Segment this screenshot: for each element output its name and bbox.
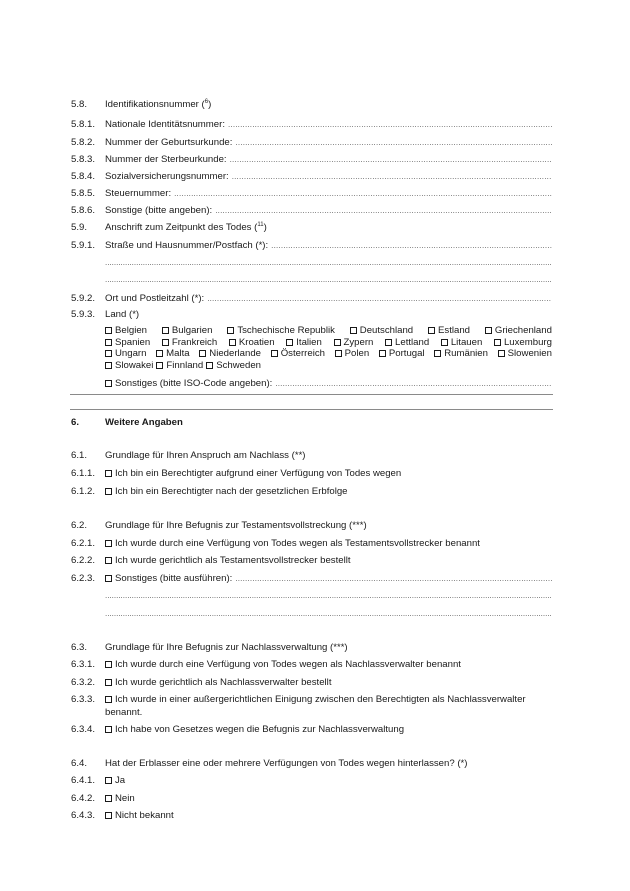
fill-line[interactable] — [235, 572, 552, 586]
checkbox-icon[interactable] — [494, 339, 501, 346]
country-line — [105, 337, 552, 349]
checkbox-icon[interactable] — [105, 575, 112, 582]
checkbox-icon[interactable] — [162, 327, 169, 334]
checkbox-icon[interactable] — [105, 679, 112, 686]
checkbox-icon[interactable] — [286, 339, 293, 346]
option-6-4-3[interactable]: 6.4.3. Nicht bekannt — [71, 810, 174, 821]
checkbox-icon[interactable] — [334, 339, 341, 346]
tax-number-field[interactable]: 5.8.5. Steuernummer: ..... — [71, 187, 552, 201]
country-line — [105, 348, 552, 360]
checkbox-icon[interactable] — [428, 327, 435, 334]
fill-line[interactable] — [228, 118, 552, 132]
country-line — [105, 360, 552, 372]
checkbox-icon[interactable] — [105, 795, 112, 802]
option-6-4-2[interactable]: 6.4.2. Nein — [71, 793, 135, 804]
country-option-schweden[interactable]: Schweden — [206, 360, 261, 372]
other-id-field[interactable]: 5.8.6. Sonstige (bitte angeben): ..... — [71, 204, 552, 218]
checkbox-icon[interactable] — [485, 327, 492, 334]
option-6-1-2[interactable]: 6.1.2. Ich bin ein Berechtigter nach der gesetzlichen Erbfolge — [71, 486, 348, 497]
country-option-rumaenien[interactable]: Rumänien — [434, 348, 488, 360]
country-heading: 5.9.3. Land (*) — [71, 309, 140, 320]
section-6-heading: 6. Weitere Angaben — [71, 417, 183, 428]
checkbox-icon[interactable] — [105, 812, 112, 819]
footnote-ref: 11 — [257, 222, 264, 228]
fill-line[interactable] — [275, 377, 552, 391]
country-line — [105, 325, 552, 337]
national-id-field[interactable]: 5.8.1. Nationale Identitätsnummer: ..... — [71, 118, 552, 132]
checkbox-icon[interactable] — [206, 362, 213, 369]
other-continuation-line-1[interactable] — [105, 590, 552, 602]
social-security-field[interactable]: 5.8.4. Sozialversicherungsnummer: ..... — [71, 170, 552, 184]
checkbox-icon[interactable] — [498, 350, 505, 357]
checkbox-icon[interactable] — [229, 339, 236, 346]
country-option-spanien[interactable]: Spanien — [105, 337, 150, 349]
fill-line[interactable] — [215, 204, 552, 218]
street-continuation-line-2[interactable] — [105, 274, 552, 286]
section-5-9-heading: 5.9. Anschrift zum Zeitpunkt des Todes ($^{11}$) — [71, 222, 267, 233]
country-option-deutschland[interactable]: Deutschland — [350, 325, 413, 337]
option-6-2-2[interactable]: 6.2.2. Ich wurde gerichtlich als Testamentsvollstrecker bestellt — [71, 555, 351, 566]
checkbox-icon[interactable] — [162, 339, 169, 346]
street-continuation-line-1[interactable] — [105, 257, 552, 269]
country-option-estland[interactable]: Estland — [428, 325, 470, 337]
checkbox-icon[interactable] — [350, 327, 357, 334]
option-6-3-3[interactable]: 6.3.3. Ich wurde in einer außergerichtlichen Einigung zwischen den Berechtigten als Nachlassverwalter benannt. — [71, 694, 526, 718]
country-option-niederlande[interactable]: Niederlande — [199, 348, 261, 360]
country-option-bulgarien[interactable]: Bulgarien — [162, 325, 213, 337]
checkbox-icon[interactable] — [105, 488, 112, 495]
option-6-1-1[interactable]: 6.1.1. Ich bin ein Berechtigter aufgrund einer Verfügung von Todes wegen — [71, 468, 402, 479]
country-option-slowenien[interactable]: Slowenien — [498, 348, 552, 360]
country-option-lettland[interactable]: Lettland — [385, 337, 429, 349]
section-6-2-heading: 6.2. Grundlage für Ihre Befugnis zur Testamentsvollstreckung (***) — [71, 520, 367, 531]
fill-line[interactable] — [174, 187, 552, 201]
street-field[interactable]: 5.9.1. Straße und Hausnummer/Postfach (*): ..... — [71, 239, 552, 253]
country-option-luxemburg[interactable]: Luxemburg — [494, 337, 552, 349]
checkbox-icon[interactable] — [105, 327, 112, 334]
checkbox-icon[interactable] — [156, 350, 163, 357]
country-option-finnland[interactable]: Finnland — [156, 360, 203, 372]
country-option-slowakei[interactable]: Slowakei — [105, 360, 153, 372]
checkbox-icon[interactable] — [434, 350, 441, 357]
city-postcode-field[interactable]: 5.9.2. Ort und Postleitzahl (*): ..... — [71, 292, 552, 306]
checkbox-icon[interactable] — [271, 350, 278, 357]
option-6-3-1[interactable]: 6.3.1. Ich wurde durch eine Verfügung von Todes wegen als Nachlassverwalter benannt — [71, 659, 461, 670]
birth-certificate-field[interactable]: 5.8.2. Nummer der Geburtsurkunde: ..... — [71, 136, 552, 150]
checkbox-icon[interactable] — [105, 339, 112, 346]
checkbox-icon[interactable] — [105, 362, 112, 369]
checkbox-icon[interactable] — [199, 350, 206, 357]
checkbox-icon[interactable] — [379, 350, 386, 357]
fill-line[interactable] — [235, 136, 552, 150]
option-6-4-1[interactable]: 6.4.1. Ja — [71, 775, 126, 786]
checkbox-icon[interactable] — [105, 696, 112, 703]
checkbox-icon[interactable] — [105, 540, 112, 547]
checkbox-icon[interactable] — [105, 661, 112, 668]
checkbox-icon[interactable] — [227, 327, 234, 334]
fill-line[interactable] — [207, 292, 552, 306]
checkbox-icon[interactable] — [105, 777, 112, 784]
other-continuation-line-2[interactable] — [105, 608, 552, 620]
country-option-malta[interactable]: Malta — [156, 348, 189, 360]
option-6-2-3[interactable]: 6.2.3. Sonstiges (bitte ausführen): ..... — [71, 572, 552, 586]
checkbox-icon[interactable] — [385, 339, 392, 346]
country-option-italien[interactable]: Italien — [286, 337, 322, 349]
option-6-2-1[interactable]: 6.2.1. Ich wurde durch eine Verfügung von Todes wegen als Testamentsvollstrecker benannt — [71, 538, 480, 549]
footnote-ref: 6 — [204, 99, 209, 105]
section-5-8-heading: 5.8. Identifikationsnummer ($^6$) — [71, 99, 212, 110]
option-6-3-4[interactable]: 6.3.4. Ich habe von Gesetzes wegen die Befugnis zur Nachlassverwaltung — [71, 724, 405, 735]
checkbox-icon[interactable] — [105, 380, 112, 387]
country-option-portugal[interactable]: Portugal — [379, 348, 425, 360]
section-6-1-heading: 6.1. Grundlage für Ihren Anspruch am Nachlass (**) — [71, 450, 306, 461]
checkbox-icon[interactable] — [335, 350, 342, 357]
country-option-belgien[interactable]: Belgien — [105, 325, 147, 337]
fill-line[interactable] — [230, 153, 552, 167]
separator-line — [70, 409, 553, 410]
other-country-field[interactable]: Sonstiges (bitte ISO-Code angeben): ..... — [105, 377, 552, 391]
country-option-litauen[interactable]: Litauen — [441, 337, 482, 349]
country-option-zypern[interactable]: Zypern — [334, 337, 374, 349]
fill-line[interactable] — [232, 170, 552, 184]
country-option-tschechische-republik[interactable]: Tschechische Republik — [227, 325, 335, 337]
checkbox-icon[interactable] — [105, 557, 112, 564]
country-option-ungarn[interactable]: Ungarn — [105, 348, 146, 360]
death-certificate-field[interactable]: 5.8.3. Nummer der Sterbeurkunde: ..... — [71, 153, 552, 167]
country-checkbox-list — [105, 325, 552, 371]
country-option-polen[interactable]: Polen — [335, 348, 370, 360]
checkbox-icon[interactable] — [441, 339, 448, 346]
section-6-3-heading: 6.3. Grundlage für Ihre Befugnis zur Nachlassverwaltung (***) — [71, 642, 348, 653]
checkbox-icon[interactable] — [105, 470, 112, 477]
checkbox-icon[interactable] — [105, 726, 112, 733]
fill-line[interactable] — [271, 239, 552, 253]
country-option-kroatien[interactable]: Kroatien — [229, 337, 275, 349]
option-6-3-2[interactable]: 6.3.2. Ich wurde gerichtlich als Nachlassverwalter bestellt — [71, 677, 332, 688]
country-option-griechenland[interactable]: Griechenland — [485, 325, 552, 337]
country-option-frankreich[interactable]: Frankreich — [162, 337, 217, 349]
section-6-4-heading: 6.4. Hat der Erblasser eine oder mehrere Verfügungen von Todes wegen hinterlassen? (*) — [71, 758, 468, 769]
country-option-oesterreich[interactable]: Österreich — [271, 348, 325, 360]
separator-line — [70, 394, 553, 395]
checkbox-icon[interactable] — [105, 350, 112, 357]
checkbox-icon[interactable] — [156, 362, 163, 369]
